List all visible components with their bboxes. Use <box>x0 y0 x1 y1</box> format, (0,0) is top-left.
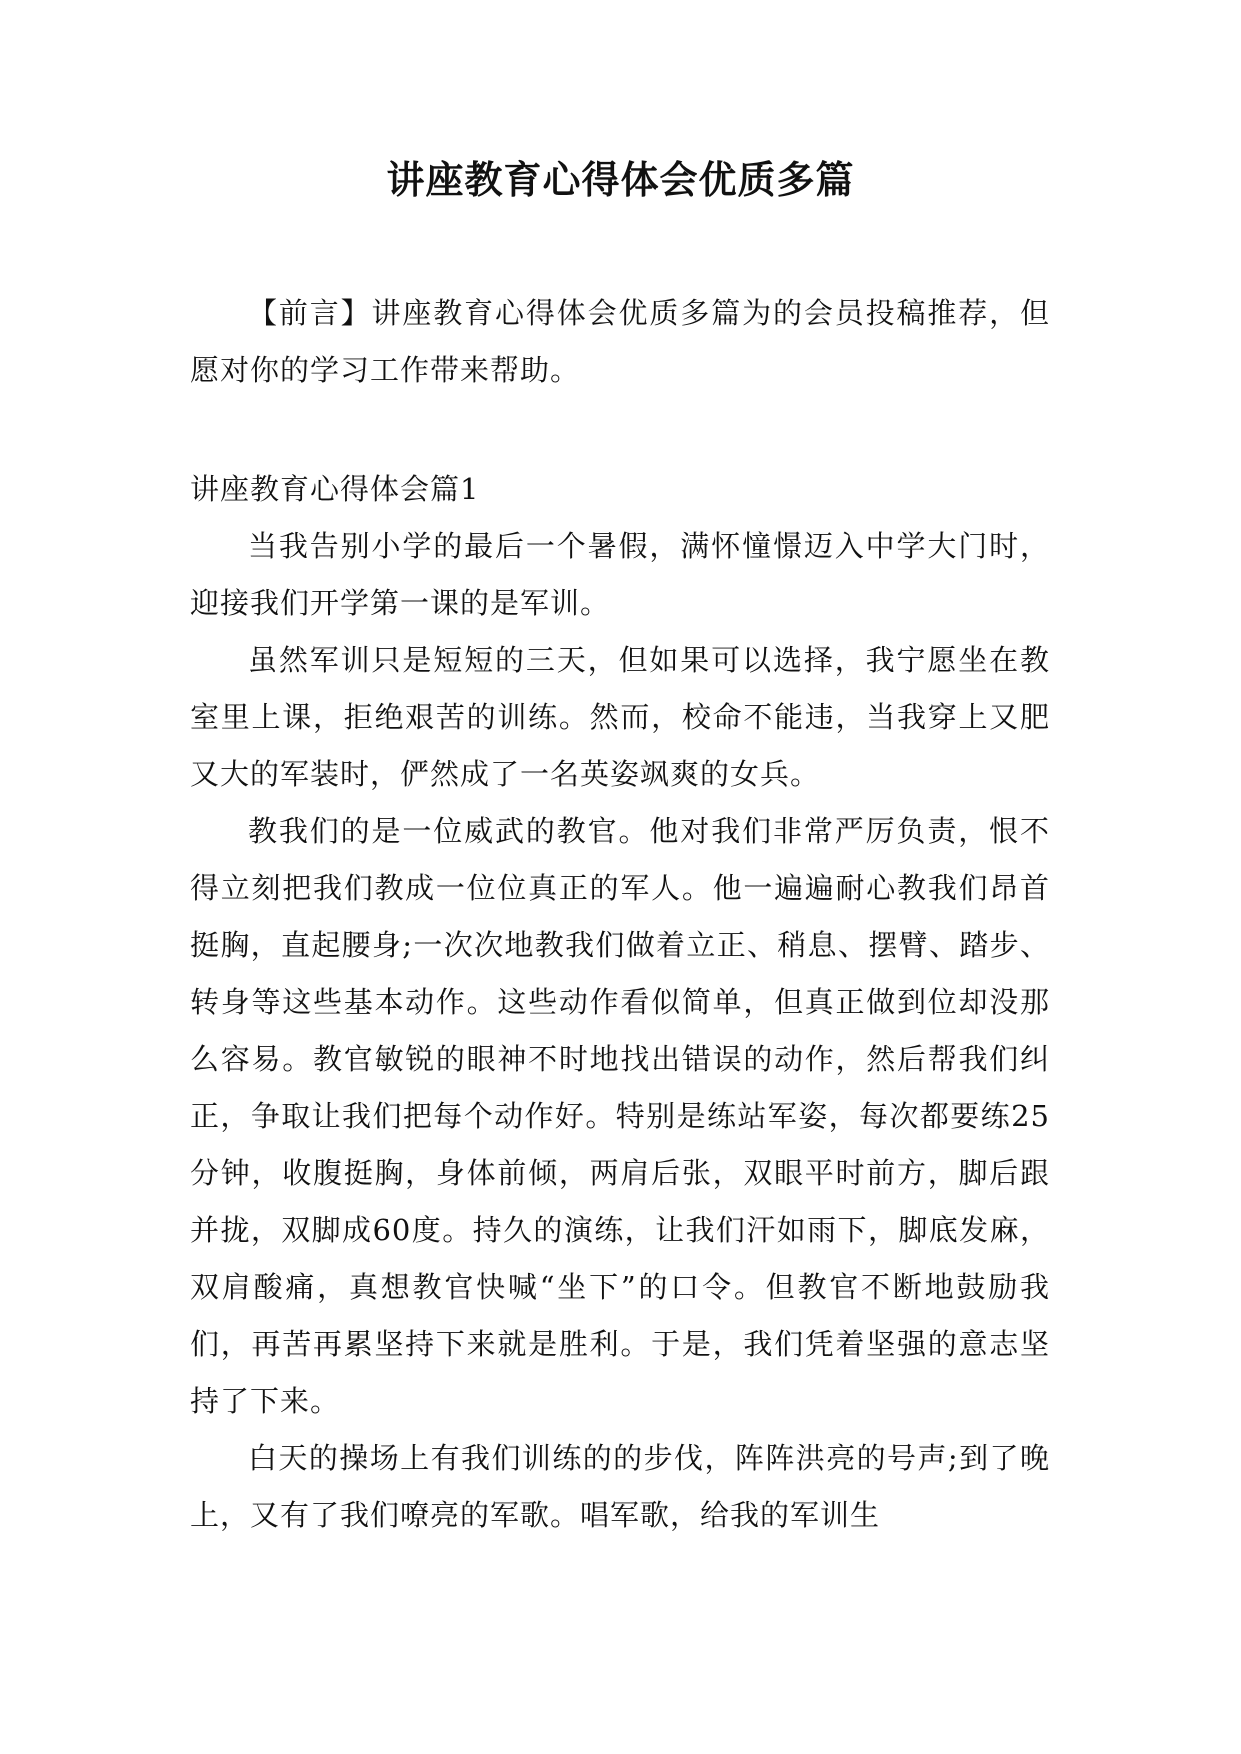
body-paragraph: 白天的操场上有我们训练的的步伐，阵阵洪亮的号声;到了晚上，又有了我们嘹亮的军歌。唱军歌，给我的军训生 <box>190 1441 1050 1532</box>
body-paragraph: 虽然军训只是短短的三天，但如果可以选择，我宁愿坐在教室里上课，拒绝艰苦的训练。然而，校命不能违，当我穿上又肥又大的军装时，俨然成了一名英姿飒爽的女兵。 <box>190 643 1050 791</box>
document-title: 讲座教育心得体会优质多篇 <box>386 158 855 202</box>
body-paragraph: 当我告别小学的最后一个暑假，满怀憧憬迈入中学大门时，迎接我们开学第一课的是军训。 <box>190 529 1050 620</box>
section-heading: 讲座教育心得体会篇1 <box>190 472 480 506</box>
body-paragraph: 教我们的是一位威武的教官。他对我们非常严厉负责，恨不得立刻把我们教成一位位真正的军人。他一遍遍耐心教我们昂首挺胸，直起腰身;一次次地教我们做着立正、稍息、摆臂、踏步、转身等这些基本动作。这些动作看似简单，但真正做到位却没那么容易。教官敏锐的眼神不时地找出错误的动作，然后帮我们纠正，争取让我们把每个动作好。特别是练站军姿，每次都要练25分钟，收腹挺胸，身体前倾，两肩后张，双眼平时前方，脚后跟并拢，双脚成60度。持久的演练，让我们汗如雨下，脚底发麻，双肩酸痛，真想教官快喊“坐下”的口令。但教官不断地鼓励我们，再苦再累坚持下来就是胜利。于是，我们凭着坚强的意志坚持了下来。 <box>190 814 1050 1418</box>
preface-paragraph: 【前言】讲座教育心得体会优质多篇为的会员投稿推荐，但愿对你的学习工作带来帮助。 <box>190 296 1050 387</box>
document-body <box>190 285 1050 1544</box>
